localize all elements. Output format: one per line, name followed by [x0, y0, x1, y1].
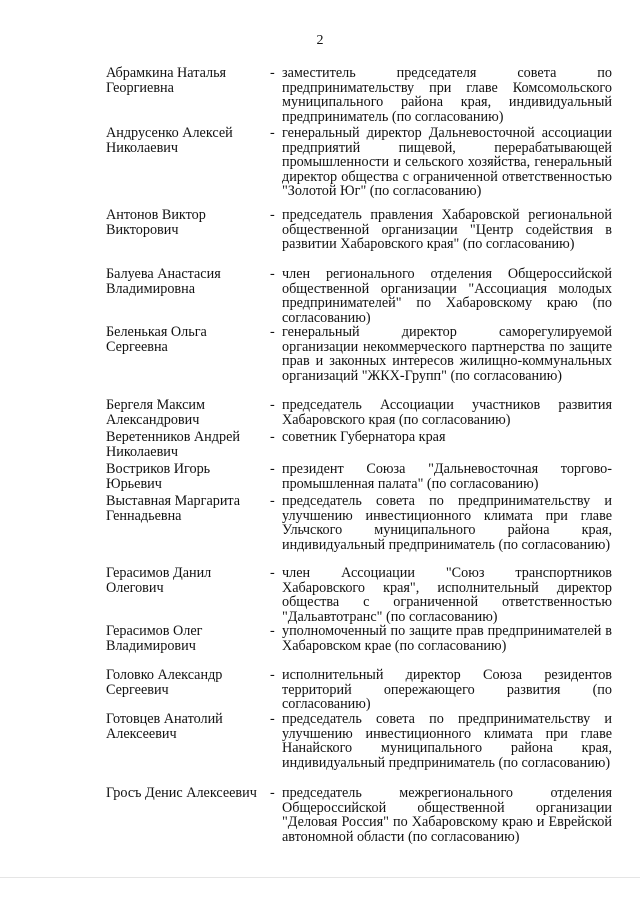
member-name: Головко Александр Сергеевич [106, 667, 223, 698]
member-name: Андрусенко Алексей Николаевич [106, 125, 233, 156]
dash-separator: - [270, 324, 275, 340]
member-name: Беленькая Ольга Сергеевна [106, 324, 207, 355]
member-role: председатель совета по предпринимательству и улучшению инвестиционного климата при главе Ульчского муниципального района края, индивидуальный предприниматель (по согласованию) [282, 493, 612, 553]
member-name: Выставная Маргарита Геннадьевна [106, 493, 241, 524]
dash-separator: - [270, 461, 275, 477]
member-role: председатель межрегионального отделения Общероссийской общественной организации "Деловая Россия" по Хабаровскому краю и Еврейской автономной области (по согласованию) [282, 785, 612, 845]
dash-separator: - [270, 397, 275, 413]
member-name: Абрамкина Наталья Георгиевна [106, 65, 227, 96]
dash-separator: - [270, 207, 275, 223]
member-role: исполнительный директор Союза резидентов территорий опережающего развития (по согласованию) [282, 667, 612, 712]
member-name: Бергеля Максим Александрович [106, 397, 205, 428]
page-number: 2 [316, 33, 324, 48]
dash-separator: - [270, 711, 275, 727]
page-bottom-divider [0, 877, 640, 878]
member-name: Антонов Виктор Викторович [106, 207, 206, 238]
member-name: Востриков Игорь Юрьевич [106, 461, 211, 492]
member-role: президент Союза "Дальневосточная торгово-промышленная палата" (по согласованию) [282, 461, 612, 492]
dash-separator: - [270, 429, 275, 445]
member-role: председатель совета по предпринимательству и улучшению инвестиционного климата при главе Нанайского муниципального района края, индивидуальный предприниматель (по согласованию) [282, 711, 612, 771]
member-role: председатель Ассоциации участников развития Хабаровского края (по согласованию) [282, 397, 612, 428]
member-name: Герасимов Данил Олегович [106, 565, 212, 596]
dash-separator: - [270, 623, 275, 639]
member-role: заместитель председателя совета по предпринимательству при главе Комсомольского муниципального района края, индивидуальный предприниматель (по согласованию) [282, 65, 612, 125]
member-role: советник Губернатора края [282, 429, 446, 445]
member-role: уполномоченный по защите прав предпринимателей в Хабаровском крае (по согласованию) [282, 623, 612, 654]
member-name: Балуева Анастасия Владимировна [106, 266, 221, 297]
member-name: Гросъ Денис Алексеевич [106, 785, 257, 801]
dash-separator: - [270, 667, 275, 683]
member-role: генеральный директор саморегулируемой организации некоммерческого партнерства по защите прав и законных интересов жилищно-коммунальных организаций "ЖКХ-Групп" (по согласованию) [282, 324, 612, 384]
member-role: член Ассоциации "Союз транспортников Хабаровского края", исполнительный директор общества с ограниченной ответственностью "Дальавтотранс" (по согласованию) [282, 565, 612, 625]
member-name: Герасимов Олег Владимирович [106, 623, 203, 654]
dash-separator: - [270, 266, 275, 282]
dash-separator: - [270, 565, 275, 581]
member-name: Веретенников Андрей Николаевич [106, 429, 240, 460]
dash-separator: - [270, 493, 275, 509]
member-role: председатель правления Хабаровской региональной общественной организации "Центр содействия в развитии Хабаровского края" (по согласованию) [282, 207, 612, 252]
dash-separator: - [270, 65, 275, 81]
member-role: член регионального отделения Общероссийской общественной организации "Ассоциация молодых предпринимателей" по Хабаровскому краю (по согласованию) [282, 266, 612, 326]
dash-separator: - [270, 125, 275, 141]
member-name: Готовцев Анатолий Алексеевич [106, 711, 223, 742]
dash-separator: - [270, 785, 275, 801]
member-role: генеральный директор Дальневосточной ассоциации предприятий пищевой, перерабатывающей промышленности и сельского хозяйства, генеральный директор общества с ограниченной ответственностью "Золотой Юг" (по согласованию) [282, 125, 612, 199]
